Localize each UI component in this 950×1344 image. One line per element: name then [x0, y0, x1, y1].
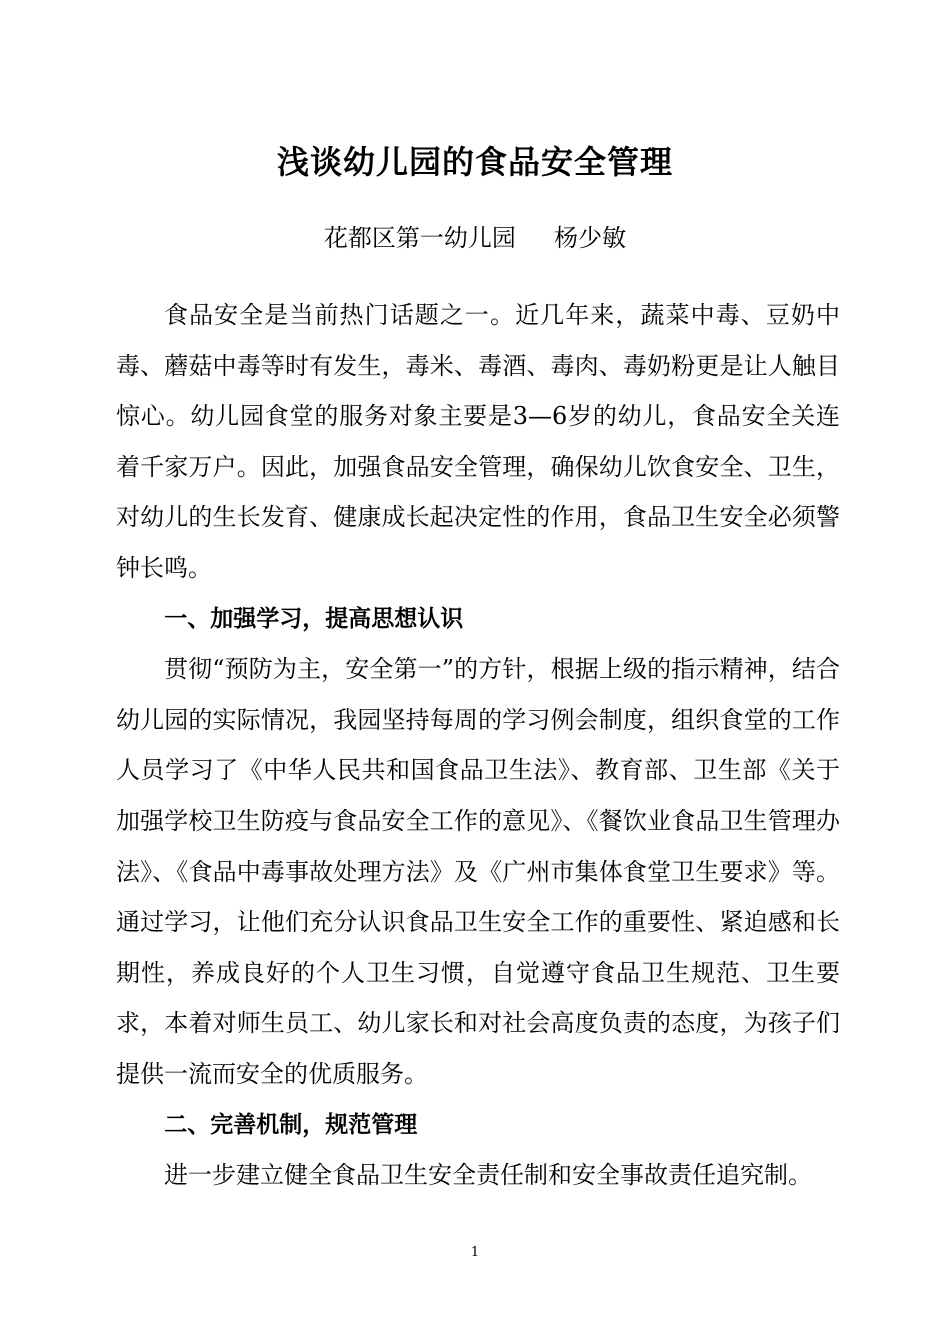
paragraph-section-2: 进一步建立健全食品卫生安全责任制和安全事故责任追究制。 — [164, 1161, 812, 1190]
author-byline: 花都区第一幼儿园 杨少敏 — [323, 224, 627, 252]
document-body — [116, 290, 840, 1201]
paragraph-section-1: 贯彻“预防为主，安全第一”的方针，根据上级的指示精神，结合幼儿园的实际情况，我园坚持每周的学习例会制度，组织食堂的工作人员学习了《中华人民共和国食品卫生法》、教育部、卫生部《关于加强学校卫生防疫与食品安全工作的意见》、《餐饮业食品卫生管理办法》、《食品中毒事故处理方法》及《广州市集体食堂卫生要求》等。通过学习，让他们充分认识食品卫生安全工作的重要性、紧迫感和长期性，养成良好的个人卫生习惯，自觉遵守食品卫生规范、卫生要求，本着对师生员工、幼儿家长和对社会高度负责的态度，为孩子们提供一流而安全的优质服务。 — [116, 655, 840, 1088]
page-number: 1 — [470, 1245, 480, 1260]
paragraph-intro: 食品安全是当前热门话题之一。近几年来，蔬菜中毒、豆奶中毒、蘑菇中毒等时有发生，毒米、毒酒、毒肉、毒奶粉更是让人触目惊心。幼儿园食堂的服务对象主要是3—6岁的幼儿，食品安全关连着千家万户。因此，加强食品安全管理，确保幼儿饮食安全、卫生，对幼儿的生长发育、健康成长起决定性的作用，食品卫生安全必须警钟长鸣。 — [116, 301, 840, 582]
document-title: 浅谈幼儿园的食品安全管理 — [276, 143, 673, 181]
section-heading-2: 二、完善机制，规范管理 — [164, 1111, 418, 1138]
section-heading-1: 一、加强学习，提高思想认识 — [164, 605, 464, 632]
